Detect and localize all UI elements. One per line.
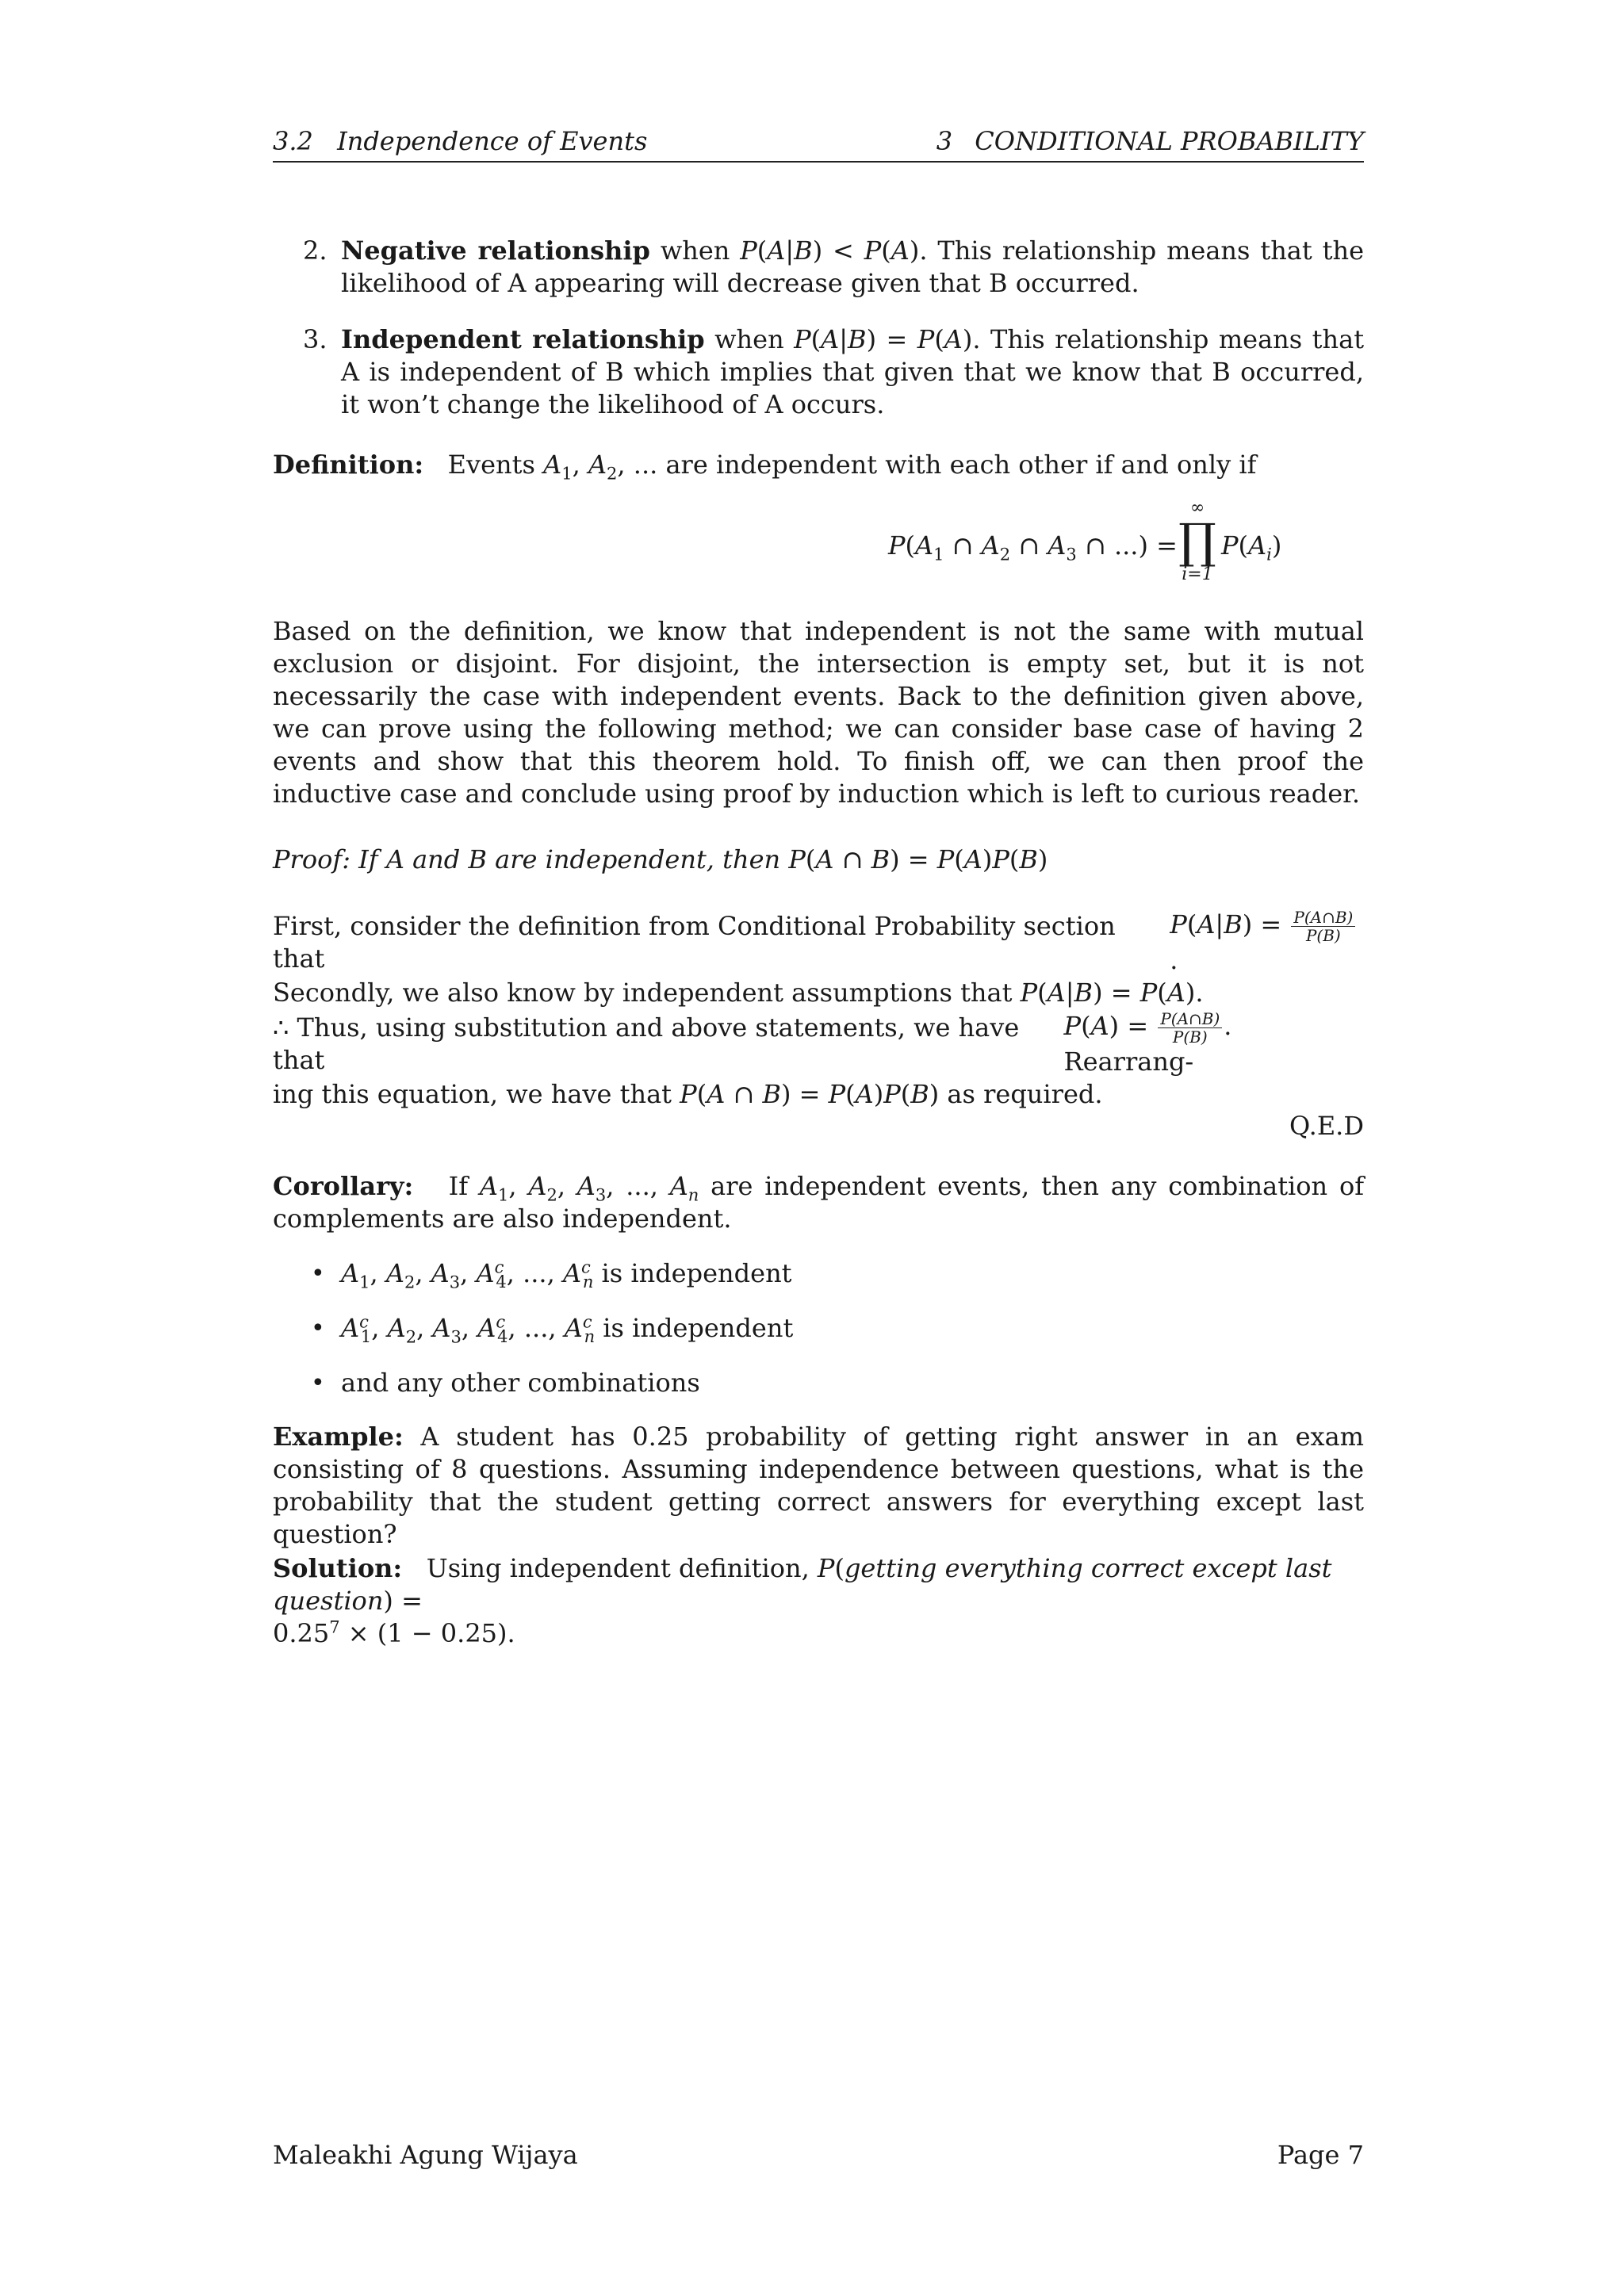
- solution-line-1: Solution: Using independent definition, P(getting everything correct except last question) =: [273, 1553, 1332, 1616]
- list-item-condition: P(A|B) < P(A).: [740, 235, 928, 266]
- solution-text-before: Using independent definition,: [426, 1553, 810, 1583]
- conclusion-rest-1: . Rearrang-: [1063, 1011, 1232, 1077]
- proof-conclusion-line-1: [273, 1010, 1364, 1078]
- proof-step-1-text: First, consider the definition from Conditional Probability section that: [273, 911, 1116, 974]
- header-chapter-number: 3: [936, 126, 953, 156]
- product-lower-limit: i=1: [1182, 564, 1213, 584]
- proof-step-2-text: Secondly, we also know by independent assumptions that: [273, 978, 1013, 1008]
- bullet-item: [273, 1257, 1364, 1290]
- proof-step-2: [273, 977, 1364, 1009]
- example: [273, 1421, 1364, 1551]
- corollary-text-before: If: [448, 1171, 469, 1201]
- corollary: [273, 1170, 1364, 1235]
- proof-step-1: [273, 909, 1364, 977]
- list-item-connector: when: [714, 324, 784, 354]
- footer-page-number: Page 7: [1277, 2140, 1364, 2170]
- list-item-description: This relationship means that the likelihood of A appearing will decrease given that B occurred.: [341, 235, 1365, 298]
- fraction-denominator: P(B): [1305, 926, 1341, 945]
- list-item-connector: when: [660, 235, 730, 266]
- conditional-fraction: [1291, 909, 1355, 944]
- solution-label: Solution:: [273, 1553, 403, 1583]
- definition-label: Definition:: [273, 450, 424, 480]
- proof-steps: [273, 909, 1364, 1009]
- proof-conclusion: [273, 1010, 1364, 1111]
- definition: [273, 449, 1364, 484]
- bullet-dot: •: [311, 1260, 325, 1288]
- header-chapter: [936, 125, 1364, 158]
- conclusion-math: P(A) = $\frac{P(A\cap B)}{P(B)}$ . Rearrang-: [1063, 1009, 1232, 1077]
- proof-statement: [273, 844, 1364, 876]
- proof-step-1-math: P(A|B) = $\frac{P(A\cap B)}{P(B)}$ .: [1170, 909, 1364, 977]
- footer-author: Maleakhi Agung Wijaya: [273, 2140, 578, 2170]
- conclusion-fraction: [1158, 1010, 1222, 1046]
- header-section-number: 3.2: [273, 126, 313, 156]
- page-footer: [273, 2139, 1364, 2172]
- proof-conclusion-line-2: [273, 1078, 1364, 1111]
- equation-rhs: $P(A_i)$: [1221, 530, 1282, 564]
- conclusion-rest-2: ing this equation, we have that: [273, 1079, 672, 1109]
- proof-step-2-math: P(A|B) = P(A).: [1020, 978, 1204, 1008]
- proof-statement-math: P(A ∩ B) = P(A)P(B): [788, 844, 1048, 874]
- header-section-title: Independence of Events: [337, 126, 648, 156]
- list-item-description: This relationship means that A is independent of B which implies that given that we know that B occurred, it won’t change the likelihood of A occurs.: [341, 324, 1365, 419]
- product-equation: [273, 498, 1364, 601]
- bullet-item: [273, 1367, 1364, 1399]
- example-label: Example:: [273, 1422, 404, 1452]
- qed-mark: Q.E.D: [1289, 1111, 1364, 1141]
- header-chapter-title: CONDITIONAL PROBABILITY: [975, 126, 1364, 156]
- definition-text-after: are independent with each other if and only if: [665, 450, 1257, 480]
- header-section: [273, 125, 647, 158]
- solution: [273, 1552, 1383, 1650]
- conclusion-end: as required.: [947, 1079, 1103, 1109]
- equation-lhs: $P(A_1$ ∩ $A_2$ ∩ $A_3$ ∩ ...) =: [888, 530, 1178, 564]
- product-symbol: ∏: [1178, 514, 1216, 569]
- conclusion-prefix: ∴ Thus, using substitution and above statements, we have that: [273, 1012, 1020, 1075]
- product-upper-limit: ∞: [1189, 498, 1205, 518]
- solution-event: getting everything correct except last question: [273, 1553, 1332, 1616]
- solution-result: $0.25^7 \times (1 - 0.25)$.: [273, 1617, 515, 1648]
- bullet-dot: •: [311, 1314, 325, 1342]
- bullet-dot: •: [311, 1369, 325, 1397]
- list-item-condition: P(A|B) = P(A).: [794, 324, 981, 354]
- list-item-independent: [273, 323, 1364, 421]
- list-item-text: [341, 323, 1364, 421]
- explanation-paragraph: Based on the definition, we know that independent is not the same with mutual exclusion or disjoint. For disjoint, the intersection is empty set, but it is not necessarily the case with independent events. Back to the definition given above, we can prove using the following method; we can consider base case of having 2 events and show that this theorem hold. To finish off, we can then proof the inductive case and conclude using proof by induction which is left to curious reader.: [273, 616, 1364, 809]
- corollary-events: $A_1$, $A_2$, $A_3$, ..., $A_n$: [479, 1171, 699, 1205]
- running-header: [273, 125, 1364, 163]
- list-item-term: Negative relationship: [341, 235, 650, 266]
- list-item-negative: [273, 235, 1364, 300]
- bullet-text: and any other combinations: [341, 1368, 700, 1398]
- fraction-numerator: P(A∩B): [1291, 909, 1355, 927]
- definition-text-before: Events: [447, 450, 535, 480]
- corollary-label: Corollary:: [273, 1171, 414, 1201]
- conclusion-fraction-numerator: P(A∩B): [1158, 1010, 1222, 1028]
- conclusion-fraction-denominator: P(B): [1172, 1027, 1208, 1047]
- product-operator: [1174, 498, 1221, 585]
- list-item-term: Independent relationship: [341, 324, 705, 354]
- list-item-text: [341, 235, 1364, 300]
- bullet-text: $A_1$, $A_2$, $A_3$, $A^c_4$, ..., $A^c_n$ is independent: [341, 1257, 792, 1292]
- list-item-number: 3.: [303, 324, 327, 354]
- bullet-text: $A^c_1$, $A_2$, $A_3$, $A^c_4$, ..., $A^c_n$ is independent: [341, 1312, 794, 1347]
- proof-statement-text: Proof: If A and B are independent, then: [273, 844, 781, 874]
- corollary-text-after: are independent events, then any combination of complements are also independent.: [273, 1171, 1365, 1234]
- list-item-number: 2.: [303, 235, 327, 266]
- example-text: A student has 0.25 probability of getting right answer in an exam consisting of 8 questions. Assuming independence between questions, what is the probability that the student getting correct answers for everything except last question?: [273, 1422, 1365, 1549]
- conclusion-math-2: P(A ∩ B) = P(A)P(B): [680, 1079, 940, 1109]
- definition-events: $A_1$, $A_2$, ...: [543, 450, 658, 484]
- bullet-item: [273, 1312, 1364, 1345]
